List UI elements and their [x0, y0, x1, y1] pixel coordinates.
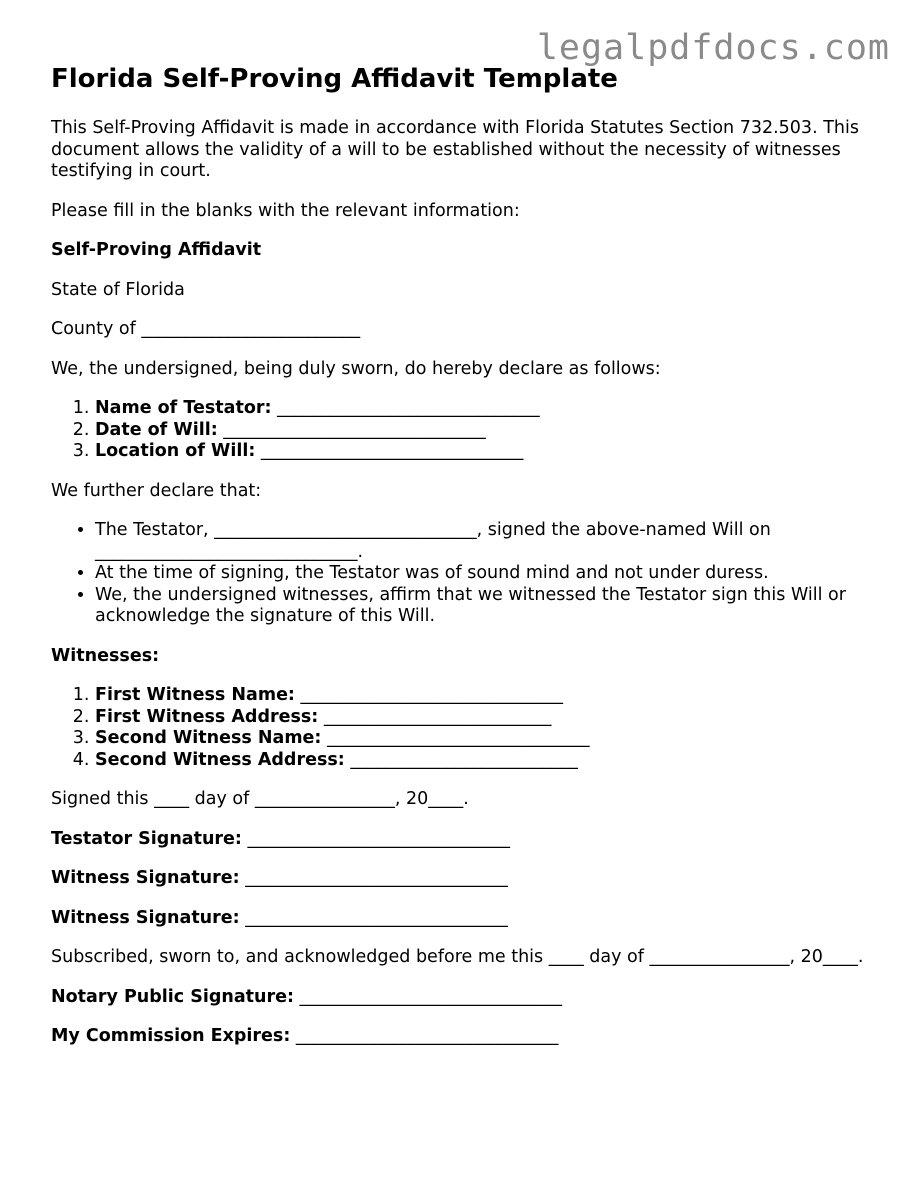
list-item: • At the time of signing, the Testator was of sound mind and not under duress. — [95, 563, 871, 585]
state-line: State of Florida — [51, 279, 185, 300]
commission-expires-label: My Commission Expires: — [51, 1026, 291, 1046]
declaration-text: We, the undersigned, being duly sworn, do hereby declare as follows: — [51, 358, 661, 379]
testator-name-label: Name of Testator: — [95, 398, 272, 418]
list-item — [95, 707, 871, 729]
intro-paragraph: This Self-Proving Affidavit is made in accordance with Florida Statutes Section 732.503. This document allows the validity of a will to be established without the necessity of witnesses testifying in court. — [51, 118, 859, 181]
list-item — [95, 750, 871, 772]
first-witness-name-blank[interactable]: ______________________________ — [300, 685, 564, 705]
first-witness-address-label: First Witness Address: — [95, 706, 319, 727]
witness-signature-label: Witness Signature: — [51, 868, 240, 888]
witness-signature-line — [51, 868, 871, 890]
testator-signature-line — [51, 829, 871, 851]
will-details-list — [51, 398, 871, 463]
page-title: Florida Self-Proving Affidavit Template — [51, 64, 618, 94]
second-witness-address-blank[interactable]: __________________________ — [350, 749, 578, 770]
list-item — [95, 685, 871, 707]
witnesses-heading: Witnesses: — [51, 645, 160, 666]
declaration-bullets — [51, 520, 871, 628]
instruction-text: Please fill in the blanks with the relevant information: — [51, 200, 520, 221]
notary-signature-label: Notary Public Signature: — [51, 986, 294, 1007]
will-date-blank[interactable]: ______________________________ — [223, 419, 486, 440]
county-blank[interactable]: _________________________ — [141, 319, 361, 339]
will-location-label: Location of Will: — [95, 441, 256, 461]
list-item — [95, 420, 871, 442]
commission-expires-blank[interactable]: ______________________________ — [295, 1026, 559, 1046]
witness-signature-blank[interactable]: ______________________________ — [245, 907, 508, 928]
list-item — [95, 441, 871, 463]
county-line — [51, 319, 871, 341]
first-witness-address-blank[interactable]: __________________________ — [323, 706, 552, 727]
section-heading: Self-Proving Affidavit — [51, 240, 262, 260]
signed-date-line: Signed this ____ day of ________________, 20____. — [51, 789, 469, 809]
first-witness-name-label: First Witness Name: — [95, 685, 295, 705]
witness-signature-line — [51, 908, 871, 930]
list-item: • The Testator, ______________________________, signed the above-named Will on ______________________________. — [95, 520, 871, 563]
will-date-label: Date of Will: — [95, 419, 218, 440]
notary-signature-blank[interactable]: ______________________________ — [299, 986, 563, 1007]
list-item — [95, 398, 871, 420]
list-item: • We, the undersigned witnesses, affirm that we witnessed the Testator sign this Will or acknowledge the signature of this Will. — [95, 585, 871, 628]
second-witness-address-label: Second Witness Address: — [95, 749, 345, 770]
list-item — [95, 728, 871, 750]
witness-signature-label: Witness Signature: — [51, 907, 240, 928]
will-location-blank[interactable]: ______________________________ — [260, 441, 524, 461]
notary-signature-line — [51, 987, 871, 1009]
witness-signature-blank[interactable]: ______________________________ — [245, 868, 508, 888]
county-label: County of — [51, 319, 136, 339]
document-page — [51, 62, 871, 1066]
notary-acknowledgement-line: Subscribed, sworn to, and acknowledged before me this ____ day of ________________, 20____. — [51, 947, 864, 967]
witness-list — [51, 685, 871, 771]
second-witness-name-label: Second Witness Name: — [95, 728, 322, 748]
second-witness-name-blank[interactable]: ______________________________ — [327, 728, 590, 748]
testator-signature-blank[interactable]: ______________________________ — [247, 828, 510, 849]
testator-signature-label: Testator Signature: — [51, 828, 242, 849]
commission-expires-line — [51, 1026, 871, 1048]
watermark: legalpdfdocs.com — [536, 28, 890, 68]
testator-name-blank[interactable]: ______________________________ — [277, 398, 540, 418]
further-declare-text: We further declare that: — [51, 480, 262, 501]
